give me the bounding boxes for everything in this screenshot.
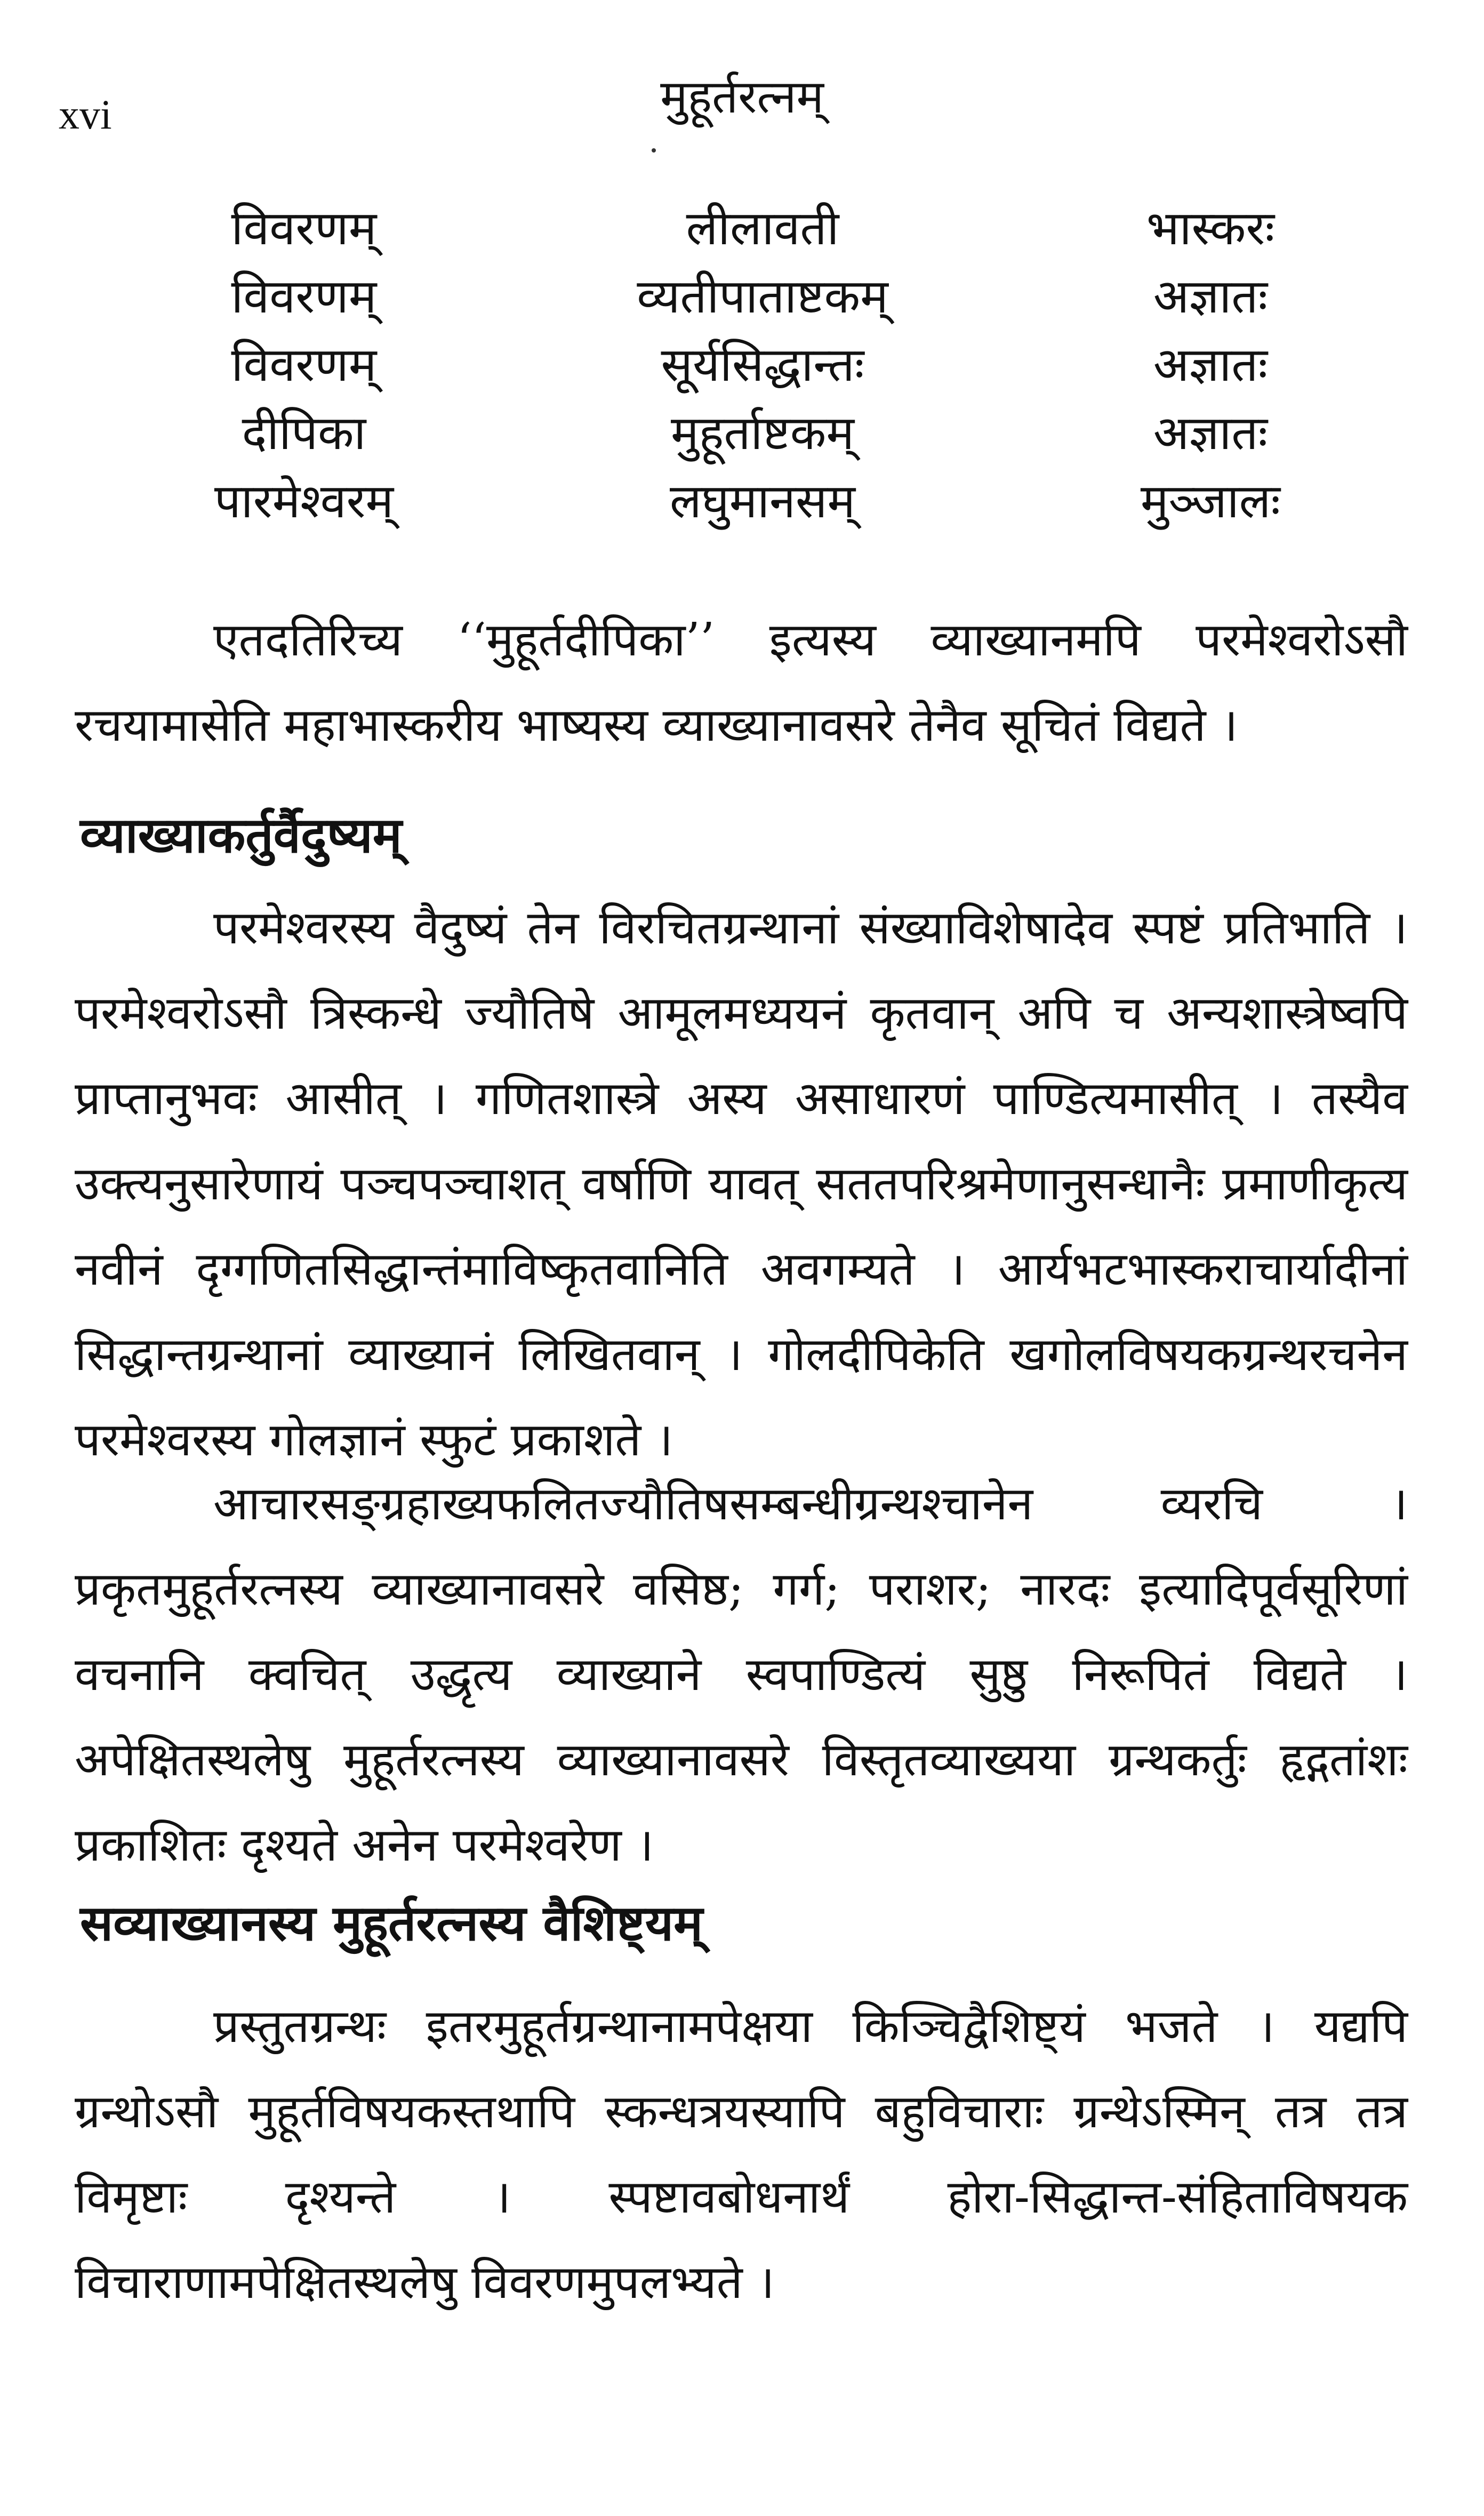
commentary-cell: दीपिका: [242, 405, 366, 460]
commentary-cell: विवरणम्: [231, 269, 377, 324]
work-cell: लीलावती: [686, 201, 839, 255]
author-cell: मुञ्जालः: [1140, 474, 1281, 528]
heading-features: सव्याख्यानस्य मुहूर्तरत्नस्य वैशिष्ट्यम्: [80, 1894, 703, 1952]
scholarship-paragraph-1: परमेश्वरस्य वैदुष्यं तेन विरचितग्रन्थानां संख्याविशेषादेव स्पष्टं प्रतिभाति । परमेश्वरोऽसौ त्रिस्कन्धे ज्यौतिषे आमूलमध्ययनं कृतवान् अपि च अन्यशास्त्रेष्वपि प्राप्तानुभवः आसीत् । गणितशास्त्रे अस्य असाधारणं पाण्डित्यमासीत् । तस्यैव उक्त्यनुसारेणायं पञ्चपञ्चाशत् वर्षाणि यावत् सततपरिश्रमेणानुसन्धानैः प्रमाणीकृत्य नवीनं दृग्गणितसिद्धान्तंमाविष्कृतवानिति अवगम्यते । आर्यभटभास्कराचार्यादीनां सिद्धान्तग्रन्थानां व्याख्यानं लिखितवान् । गोलदीपिकेति खगोलविषयकग्रन्थरचनेन परमेश्वरस्य गोलज्ञानं स्फुटं प्रकाशते ।: [75, 901, 1408, 1467]
commentary-cell: विवरणम्: [231, 337, 377, 392]
table-row: [139, 465, 1365, 533]
author-cell: अज्ञातः: [1153, 337, 1268, 392]
intro-paragraph: एतदतिरिच्य ‘‘मुहूर्तदीपिका’’ इत्यस्य व्याख्यानमपि परमेश्वरोऽसौ रचयामासेति महाभास्करीय भाष्यस्य व्याख्यानावसरे तेनैव सूचितं विद्यते ।: [75, 613, 1408, 752]
commentary-cell: पारमेश्वरम्: [214, 474, 394, 528]
table-row: [139, 397, 1365, 465]
author-cell: अज्ञातः: [1153, 269, 1268, 324]
author-cell: अज्ञातः: [1153, 405, 1268, 460]
running-head-title: मुहूर्तरत्नम्: [660, 70, 824, 124]
features-paragraph: प्रस्तुतग्रन्थः इतरमुहूर्तग्रन्थानामपेक्षया किञ्चिद्वैशिष्ट्यं भजते । यद्यपि ग्रन्थोऽसौ मुहूर्तविषयकस्तथापि स्कन्धत्रयस्यापि बहुविचाराः ग्रन्थेऽस्मिन् तत्र तत्र विमृष्टाः दृश्यन्ते । स्पष्टावबोधनार्थं होरा-सिद्धान्त-संहिताविषयक विचाराणामपेक्षितस्थलेषु विवरणमुपलभ्यते ।: [75, 2000, 1408, 2309]
work-cell: लघुमानसम्: [669, 474, 856, 528]
reference-table: [139, 192, 1365, 533]
table-row: [139, 192, 1365, 260]
scholarship-paragraph-2: आचारसङ्ग्रहाख्यफलितज्यौतिषसम्बन्धीग्रन्थश्चानेन व्यरचि । प्रकृतमुहूर्तरत्नस्य व्याख्यानावसरे वसिष्ठ; गर्ग; पराशर; नारदः इत्यादिपूर्वसूरिणां वचनानि क्वचित् उद्धृत्य व्याख्याने स्वपाण्डित्यं सुष्ठु निरूपितं विद्यते । अपेक्षितस्थलेषु मुहूर्तरत्नस्य व्याख्यानावसरे विस्तृतव्याख्यया ग्रन्थकर्तुः हृद्गतांशः प्रकाशितः दृश्यते अनेन परमेश्वरेण ।: [75, 1477, 1408, 1872]
table-row: [139, 260, 1365, 328]
page-number: xvi: [59, 91, 112, 138]
table-row: [139, 328, 1365, 397]
heading-scholarship: व्याख्याकर्तुर्वैदुष्यम्: [80, 806, 402, 864]
commentary-cell: विवरणम्: [231, 201, 377, 255]
work-cell: व्यतीपाताष्टकम्: [637, 269, 888, 324]
stray-dot: [652, 148, 656, 153]
work-cell: मुहूर्ताष्टकम्: [671, 405, 854, 460]
author-cell: भास्करः: [1146, 201, 1275, 255]
work-cell: सूर्यसिद्धान्तः: [661, 337, 864, 392]
